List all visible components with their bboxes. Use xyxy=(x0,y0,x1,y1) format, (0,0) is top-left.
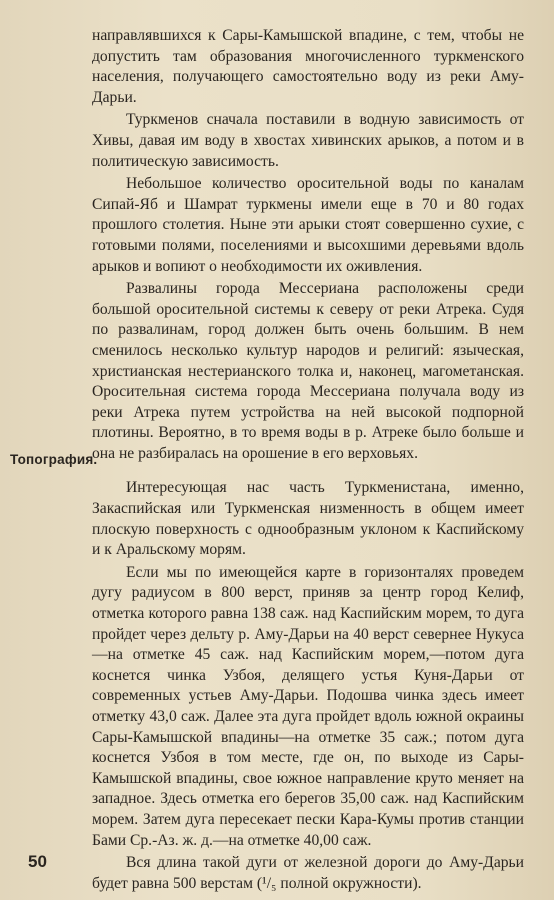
section-gap xyxy=(92,464,524,478)
text-column xyxy=(92,26,524,894)
paragraph-7: Вся длина такой дуги от железной дороги до Аму-Дарьи будет равна 500 верстам (¹/₅ полной окружности). xyxy=(92,854,524,892)
paragraph-4: Развалины города Мессериана расположены среди большой оросительной системы к северу от реки Атрека. Судя по развалинам, город должен быть очень большим. В нем сменилось несколько культур народов и религий: языческая, христианская нестерианского толка и, наконец, магометанская. Оросительная система города Мессериана получала воду из реки Атрека путем устройства на ней высокой подпорной плотины. Вероятно, в то время воды в р. Атреке было больше и она не разбиралась на орошение в его верховьях. xyxy=(92,280,524,462)
paragraph-1: направлявшихся к Сары-Камышской впадине, с тем, чтобы не допустить там образования многочисленного туркменского населения, получающего самостоятельно воду из реки Аму-Дарьи. xyxy=(92,27,524,106)
paragraph-5: Интересующая нас часть Туркменистана, именно, Закаспийская или Туркменская низменность в общем имеет плоскую поверхность с однообразным уклоном к Каспийскому и к Аральскому морям. xyxy=(92,479,524,559)
paragraph-6: Если мы по имеющейся карте в горизонталях проведем дугу радиусом в 800 верст, приняв за центр город Келиф, отметка которого равна 138 саж. над Каспийским морем, то дуга пройдет через дельту р. Аму-Дарьи на 40 верст севернее Нукуса—на отметке 45 саж. над Каспийским морем,—потом дуга коснется чинка Узбоя, делящего устья Куня-Дарьи от современных устьев Аму-Дарьи. Подошва чинка здесь имеет отметку 43,0 саж. Далее эта дуга пройдет вдоль южной окраины Сары-Камышской впадины—на отметке 35 саж.; потом дуга коснется Узбоя в том месте, где он, по выходе из Сары-Камышской впадины, свое южное направление круто меняет на западное. Здесь отметка его берегов 35,00 саж. над Каспийским морем. Затем дуга пересекает пески Кара-Кумы против станции Бами Ср.-Аз. ж. д.—на отметке 40,00 саж. xyxy=(92,563,524,849)
side-heading-topography: Топография. xyxy=(10,452,98,467)
paragraph-3: Небольшое количество оросительной воды по каналам Сипай-Яб и Шамрат туркмены имели еще в 70 и 80 годах прошлого столетия. Ныне эти арыки стоят совершенно сухие, с готовыми полями, поселениями и высохшими деревьями вдоль арыков и вопиют о необходимости их оживления. xyxy=(92,175,524,275)
paragraph-2: Туркменов сначала поставили в водную зависимость от Хивы, давая им воду в хвостах хивинских арыков, а потом и в политическую зависимость. xyxy=(92,111,524,170)
page-number: 50 xyxy=(28,852,47,871)
